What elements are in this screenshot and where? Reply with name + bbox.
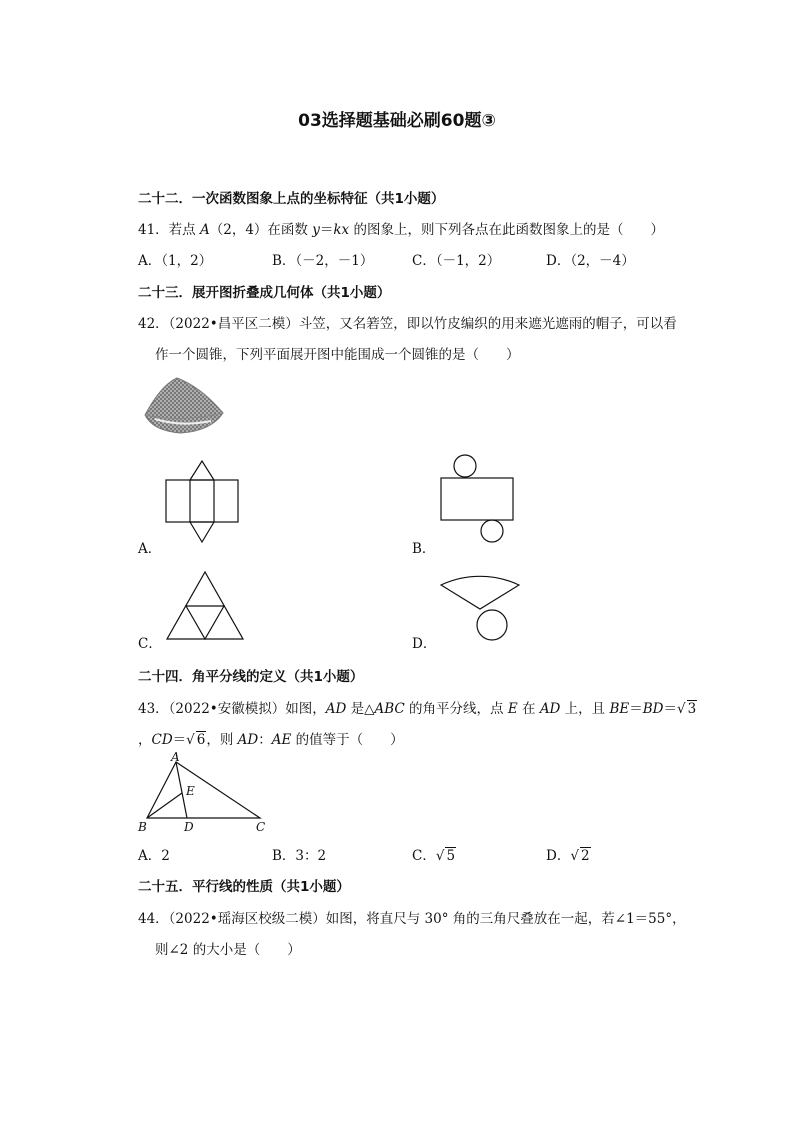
- option-43-a: A．2: [138, 848, 170, 864]
- net-figure-d: [438, 565, 522, 645]
- section-heading-23: 二十三．展开图折叠成几何体（共1小题）: [138, 285, 391, 301]
- question-43-line2: ，CD＝√ 6，则 AD：AE 的值等于（ ）: [138, 732, 404, 748]
- label-d: D: [184, 820, 194, 834]
- sqrt-3: √ 3: [677, 701, 697, 717]
- sqrt-6: √ 6: [186, 732, 206, 748]
- question-41-text: 41．若点 A（2，4）在函数 y＝kx 的图象上，则下列各点在此函数图象上的是（ ）: [138, 222, 664, 238]
- question-43-line1: 43．（2022•安徽模拟）如图，AD 是△ABC 的角平分线，点 E 在 AD 上，且 BE＝BD＝√ 3: [138, 701, 697, 717]
- question-44-line2: 则∠2 的大小是（ ）: [155, 942, 301, 958]
- net-figure-a: [160, 458, 242, 548]
- option-42-a-label: A．: [138, 541, 162, 557]
- question-44-line1: 44．（2022•瑶海区校级二模）如图，将直尺与 30° 角的三角尺叠放在一起，若∠1＝55°，: [138, 911, 686, 927]
- sqrt-5: √ 5: [435, 848, 456, 864]
- sqrt-2: √ 2: [570, 848, 590, 864]
- option-43-d: D．√ 2: [546, 848, 590, 864]
- triangle-abc-figure: [136, 752, 276, 834]
- option-42-d-label: D．: [412, 636, 437, 652]
- option-42-c-label: C．: [138, 636, 162, 652]
- option-41-a: A．（1，2）: [138, 253, 213, 269]
- label-a: A: [171, 750, 180, 764]
- section-heading-25: 二十五．平行线的性质（共1小题）: [138, 879, 350, 895]
- section-heading-24: 二十四．角平分线的定义（共1小题）: [138, 669, 364, 685]
- option-43-b: B．3：2: [272, 848, 327, 864]
- label-c: C: [256, 820, 266, 834]
- question-42-line2: 作一个圆锥，下列平面展开图中能围成一个圆锥的是（ ）: [155, 347, 520, 363]
- bamboo-hat-image: [141, 375, 227, 437]
- option-43-c: C．√ 5: [412, 848, 456, 864]
- net-figure-c: [163, 568, 247, 642]
- label-b: B: [138, 820, 147, 834]
- section-heading-22: 二十二．一次函数图象上点的坐标特征（共1小题）: [138, 191, 445, 207]
- label-e: E: [186, 784, 195, 798]
- option-42-b-label: B．: [412, 541, 436, 557]
- question-42-line1: 42．（2022•昌平区二模）斗笠，又名箬笠，即以竹皮编织的用来遮光遮雨的帽子，可以看: [138, 316, 677, 332]
- option-41-c: C．（－1，2）: [412, 253, 501, 269]
- page-title: 03选择题基础必刷60题③: [298, 111, 496, 131]
- option-41-b: B．（－2，－1）: [272, 253, 374, 269]
- option-41-d: D．（2，－4）: [546, 253, 635, 269]
- net-figure-b: [438, 453, 518, 548]
